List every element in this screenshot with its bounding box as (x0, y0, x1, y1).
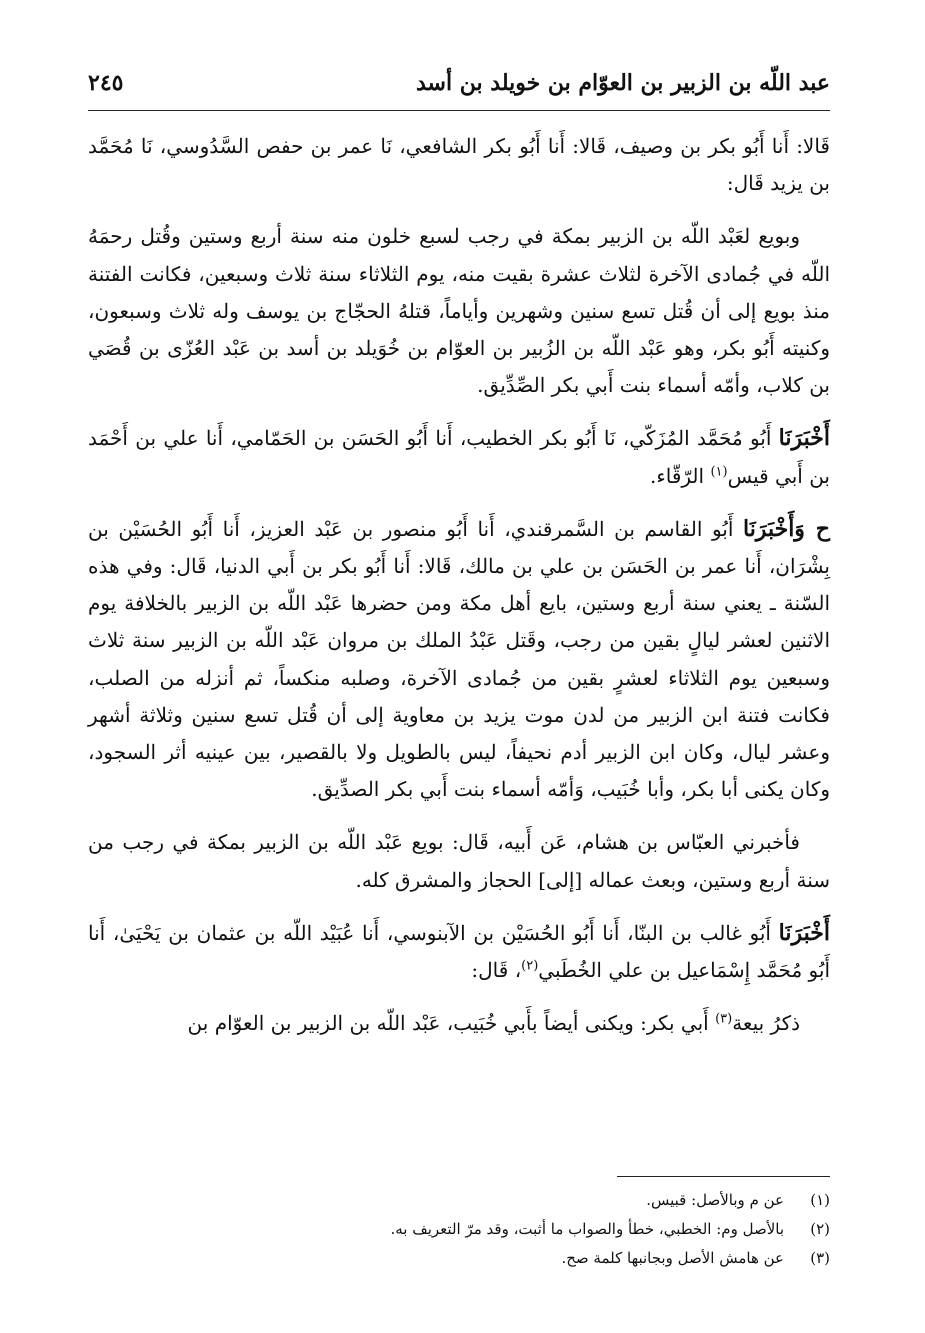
akhbarana-keyword: أَخْبَرَنَا (778, 919, 830, 946)
footnote-text: بالأصل وم: الخطبي، خطأ والصواب ما أثبت، وقد مرّ التعريف به. (390, 1220, 784, 1238)
running-header (88, 70, 830, 96)
footnote-number: (١) (810, 1191, 830, 1209)
paragraph-2 (88, 218, 830, 404)
header-divider (88, 110, 830, 111)
footnote-divider (617, 1176, 830, 1177)
paragraph-tail: أَبي بكر: ويكنى أيضاً بأَبي خُبَيب، عَبْد اللّه بن الزبير بن العوّام بن (187, 1011, 716, 1036)
paragraph-3 (88, 420, 830, 494)
ha-wa-akhbarana-keyword: ح وَأَخْبَرَنَا (742, 515, 830, 542)
paragraph-text: قَالا: أَنا أَبُو بكر بن وصيف، قَالا: أَنا أَبُو بكر الشافعي، نَا عمر بن حفص السَّدُوسي، نَا مُحَمَّد بن يزيد قَال: (88, 134, 830, 196)
paragraph-tail: الرّقّاء. (649, 463, 711, 488)
paragraph-text: أَبُو مُحَمَّد المُزَكّي، نَا أَبُو بكر الخطيب، أَنا أَبُو الحَسَن بن الحَمّامي، أَنا علي بن أَحْمَد بن أَبي قيس (88, 426, 830, 488)
header-title: عبد اللّه بن الزبير بن العوّام بن خويلد بن أسد (415, 70, 830, 96)
main-text (88, 128, 830, 1058)
footnotes (88, 1186, 830, 1273)
footnote-text: عن م وبالأصل: قبيس. (646, 1191, 784, 1209)
footnote-marker-3: (٣) (715, 1011, 733, 1027)
footnote-number: (٢) (810, 1220, 830, 1238)
footnote-text: عن هامش الأصل وبجانبها كلمة صح. (561, 1249, 784, 1267)
paragraph-1 (88, 128, 830, 202)
footnote-item (88, 1244, 830, 1273)
footnote-marker-2: (٢) (521, 958, 539, 974)
footnote-marker-1: (١) (710, 463, 728, 479)
paragraph-7 (88, 1005, 830, 1042)
akhbarana-keyword: أَخْبَرَنَا (778, 425, 830, 452)
paragraph-5 (88, 824, 830, 898)
footnote-number: (٣) (810, 1249, 830, 1267)
paragraph-text: أَبُو القاسم بن السَّمرقندي، أَنا أَبُو منصور بن عَبْد العزيز، أَنا أَبُو الحُسَيْن بن بِشْرَان، أَنا عمر بن الحَسَن بن علي بن مالك، قَالا: أَنا أَبُو بكر بن أَبي الدنيا، قَال: وفي هذه السّنة ـ يعني سنة أربع وستين، بايع أهل مكة ومن حضرها عَبْد اللّه بن الزبير بالخلافة يوم الاثنين لعشر ليالٍ بقين من رجب، وقَتل عَبْدُ الملك بن مروان عَبْد اللّه بن الزبير سنة ثلاث وسبعين يوم الثلاثاء لعشرٍ بقين من جُمادى الآخرة، وصلبه منكساً، ثم أنزله من الصلب، فكانت فتنة ابن الزبير من لدن موت يزيد بن معاوية إلى أن قُتل تسع سنين وثلاثة أشهر وعشر ليال، وكان ابن الزبير أدم نحيفاً، ليس بالطويل ولا بالقصير، بين عينيه أثر السجود، وكان يكنى أبا بكر، وأبا خُبَيب، وَأمّه أسماء بنت أَبي بكر الصدِّيق. (88, 516, 830, 802)
paragraph-4 (88, 511, 830, 809)
paragraph-text: أَبُو غالب بن البنّا، أَنا أَبُو الحُسَيْن بن الآبنوسي، أَنا عُبَيْد اللّه بن عثمان بن يَحْيَىٰ، أَنا أَبُو مُحَمَّد إِسْمَاعيل بن علي الخُطَبي (88, 920, 830, 983)
paragraph-tail: ، قَال: (471, 958, 522, 983)
footnote-item (88, 1215, 830, 1244)
paragraph-text: وبويع لعَبْد اللّه بن الزبير بمكة في رجب لسبع خلون منه سنة أربع وستين وقُتل رحمَهُ اللّه في جُمادى الآخرة لثلاث عشرة بقيت منه، يوم الثلاثاء سنة ثلاث وسبعين، فكانت الفتنة منذ بويع إلى أن قُتل تسع سنين وشهرين وأياماً، قتلهُ الحجّاج بن يوسف وله ثلاث وسبعون، وكنيته أَبُو بكر، وهو عَبْد اللّه بن الزُبير بن العوّام بن خُوَيلد بن أسد بن عَبْد العُزّى بن قُصَي بن كلاب، وأمّه أسماء بنت أَبي بكر الصِّدِّيق. (88, 224, 830, 398)
paragraph-text: ذكرُ بيعة (732, 1011, 800, 1036)
paragraph-6 (88, 915, 830, 989)
footnote-item (88, 1186, 830, 1215)
page-number: ٢٤٥ (88, 70, 124, 96)
paragraph-text: فأخبرني العبّاس بن هشام، عَن أَبيه، قَال: بويع عَبْد اللّه بن الزبير بمكة في رجب من سنة أربع وستين، وبعث عماله [إلى] الحجاز والمشرق كله. (88, 830, 830, 892)
